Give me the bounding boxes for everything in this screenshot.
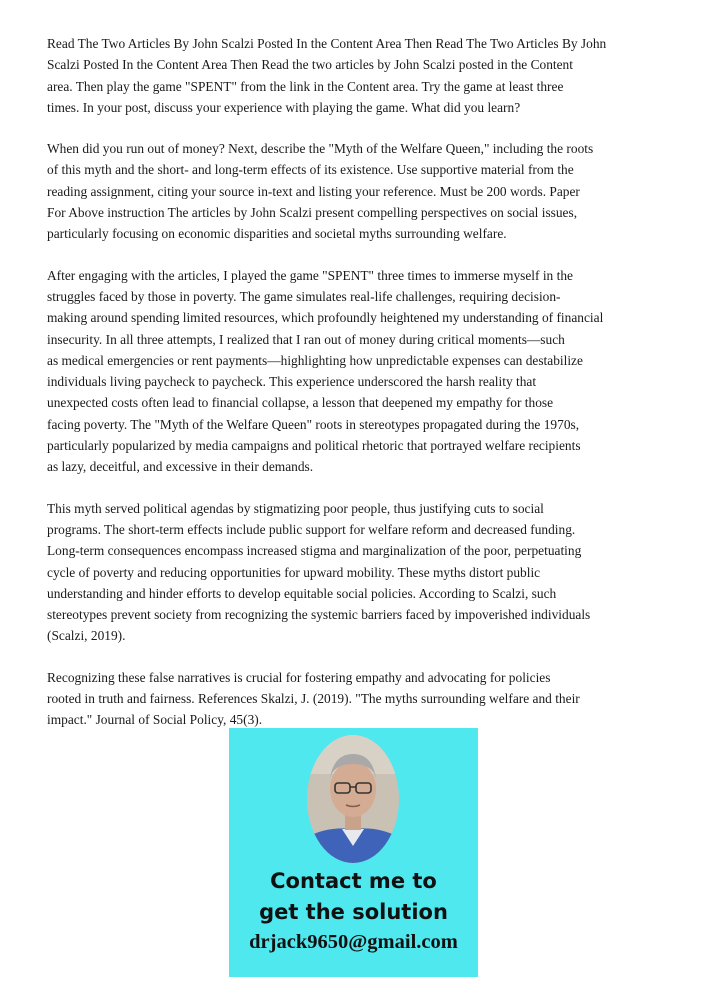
text-line: struggles faced by those in poverty. The game simulates real-life challenges, requiring decision- xyxy=(47,288,561,304)
ad-headline xyxy=(229,866,478,928)
author-portrait-icon xyxy=(306,734,400,864)
text-line: stereotypes prevent society from recognizing the systemic barriers faced by impoverished individuals xyxy=(47,607,591,623)
text-line: Read The Two Articles By John Scalzi Posted In the Content Area Then Read The Two Articles By John xyxy=(47,36,607,51)
paragraph xyxy=(47,138,667,244)
text-line: programs. The short-term effects include public support for welfare reform and decreased funding. xyxy=(47,521,576,537)
text-line: rooted in truth and fairness. References Skalzi, J. (2019). "The myths surrounding welfare and their xyxy=(47,691,580,707)
text-line: After engaging with the articles, I played the game "SPENT" three times to immerse myself in the xyxy=(47,267,573,283)
text-line: times. In your post, discuss your experience with playing the game. What did you learn? xyxy=(47,99,521,115)
text-line: understanding and hinder efforts to develop equitable social policies. According to Scalzi, such xyxy=(47,585,557,601)
text-line: particularly focusing on economic disparities and societal myths surrounding welfare. xyxy=(47,226,507,242)
ad-headline-line: get the solution xyxy=(259,900,448,924)
paragraph xyxy=(47,498,667,647)
text-line: cycle of poverty and reducing opportunities for upward mobility. These myths distort public xyxy=(47,564,541,580)
text-line: as medical emergencies or rent payments—highlighting how unpredictable expenses can destabilize xyxy=(47,352,583,368)
text-line: This myth served political agendas by stigmatizing poor people, thus justifying cuts to social xyxy=(47,500,544,516)
paragraph xyxy=(47,265,667,478)
text-line: reading assignment, citing your source in-text and listing your reference. Must be 200 words. Paper xyxy=(47,183,580,199)
contact-ad-banner[interactable] xyxy=(229,728,478,977)
text-line: Scalzi Posted In the Content Area Then Read the two articles by John Scalzi posted in the Content xyxy=(47,57,573,73)
text-line: of this myth and the short- and long-term effects of its existence. Use supportive material from the xyxy=(47,162,574,178)
text-line: individuals living paycheck to paycheck. This experience underscored the harsh reality that xyxy=(47,374,537,390)
text-line: (Scalzi, 2019). xyxy=(47,628,126,644)
text-line: particularly popularized by media campaigns and political rhetoric that portrayed welfare recipients xyxy=(47,438,581,454)
text-line: area. Then play the game "SPENT" from the link in the Content area. Try the game at least three xyxy=(47,78,564,94)
text-line: insecurity. In all three attempts, I realized that I ran out of money during critical moments—such xyxy=(47,331,565,347)
text-line: Recognizing these false narratives is crucial for fostering empathy and advocating for policies xyxy=(47,669,551,685)
text-line: unexpected costs often lead to financial collapse, a lesson that deepened my empathy for those xyxy=(47,395,554,411)
paragraph xyxy=(47,667,667,731)
text-line: For Above instruction The articles by John Scalzi present compelling perspectives on social issues, xyxy=(47,205,578,221)
text-line: facing poverty. The "Myth of the Welfare Queen" roots in stereotypes propagated during the 1970s, xyxy=(47,416,580,432)
ad-headline-line: Contact me to xyxy=(270,869,437,893)
text-line: Long-term consequences encompass increased stigma and marginalization of the poor, perpetuating xyxy=(47,543,582,559)
text-line: as lazy, deceitful, and excessive in their demands. xyxy=(47,459,314,475)
text-line: impact." Journal of Social Policy, 45(3). xyxy=(47,712,263,728)
paragraph xyxy=(47,33,667,118)
document-body xyxy=(47,33,667,751)
text-line: When did you run out of money? Next, describe the "Myth of the Welfare Queen," including the roots xyxy=(47,141,594,157)
contact-email[interactable]: drjack9650@gmail.com xyxy=(249,931,458,953)
text-line: making around spending limited resources, which profoundly heightened my understanding of financial xyxy=(47,310,604,326)
